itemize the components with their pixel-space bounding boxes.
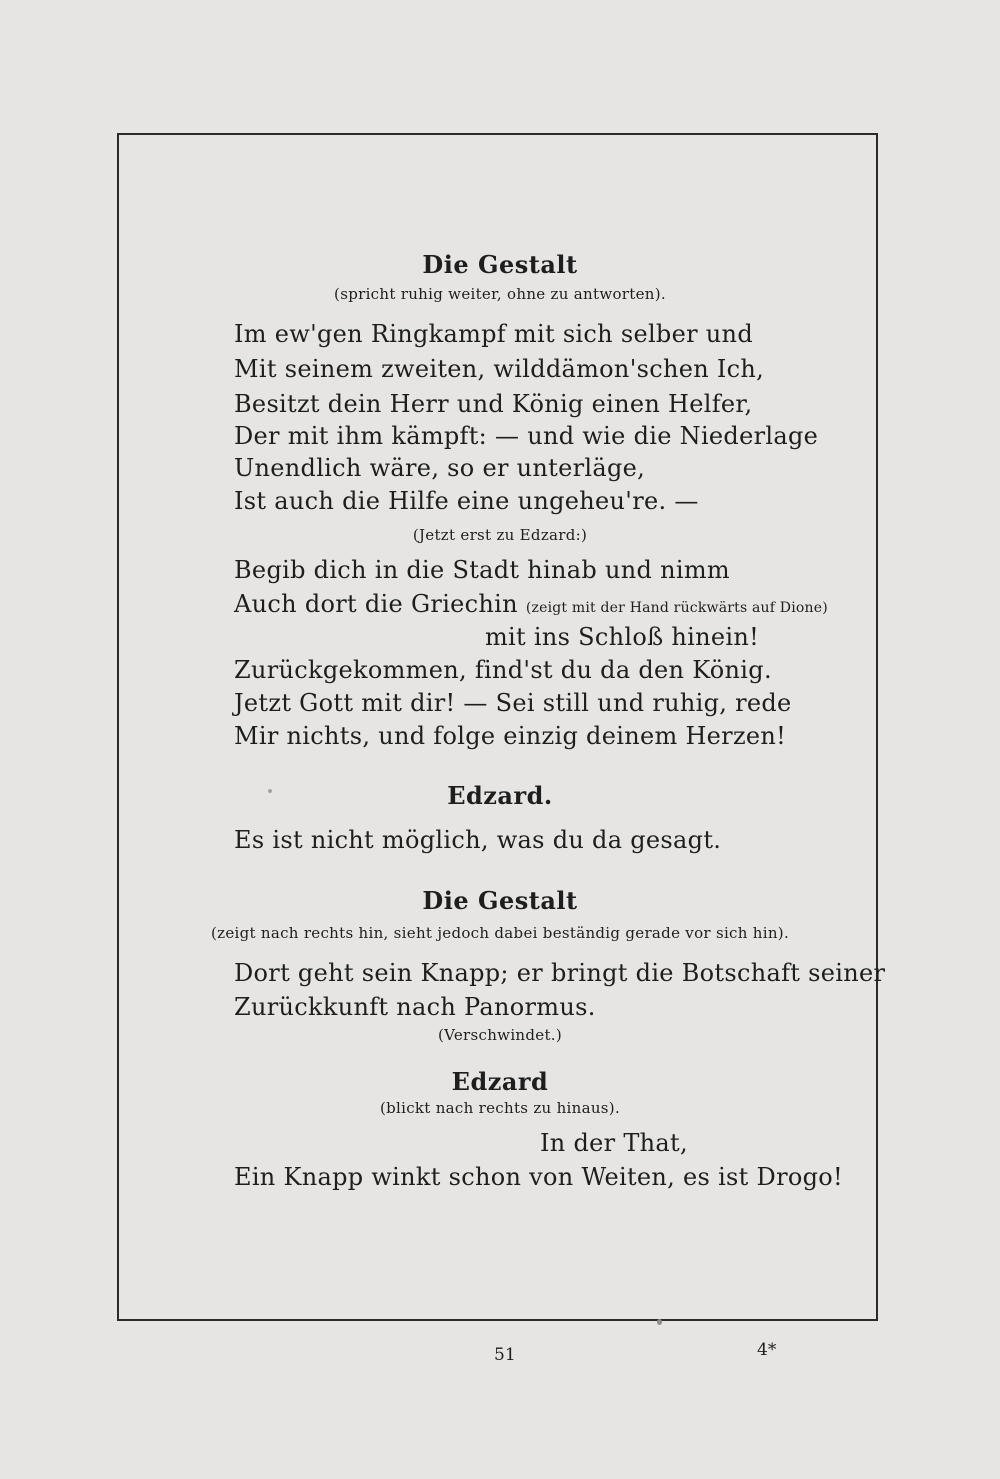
verse-line: Mit seinem zweiten, wilddämon'schen Ich, — [234, 355, 765, 383]
verse-line: Ein Knapp winkt schon von Weiten, es ist Drogo! — [234, 1163, 843, 1191]
speaker-heading: Edzard. — [447, 781, 553, 810]
verse-text: Auch dort die Griechin — [234, 590, 518, 618]
verse-line: Begib dich in die Stadt hinab und nimm — [234, 556, 730, 584]
signature-mark: 4* — [757, 1340, 777, 1360]
verse-line: Zurückgekommen, find'st du da den König. — [234, 656, 772, 684]
verse-line: Zurückkunft nach Panormus. — [234, 993, 596, 1021]
stage-direction: (zeigt nach rechts hin, sieht jedoch dabei beständig gerade vor sich hin). — [210, 924, 790, 942]
speaker-heading: Die Gestalt — [422, 250, 578, 279]
verse-line: Es ist nicht möglich, was du da gesagt. — [234, 826, 722, 854]
verse-line: Unendlich wäre, so er unterläge, — [234, 454, 646, 482]
page-number: 51 — [494, 1345, 516, 1365]
verse-line: Dort geht sein Knapp; er bringt die Botschaft seiner — [234, 959, 886, 987]
ink-smudge — [268, 789, 272, 793]
verse-line-continuation: mit ins Schloß hinein! — [485, 623, 760, 651]
verse-line: Mir nichts, und folge einzig deinem Herzen! — [234, 722, 787, 750]
verse-line: Besitzt dein Herr und König einen Helfer, — [234, 390, 753, 418]
stage-direction: (Verschwindet.) — [437, 1026, 563, 1044]
stage-direction: (spricht ruhig weiter, ohne zu antworten). — [334, 285, 666, 303]
verse-line: Ist auch die Hilfe eine ungeheu're. — — [234, 487, 699, 515]
verse-line: Im ew'gen Ringkampf mit sich selber und — [234, 320, 753, 348]
speaker-heading: Die Gestalt — [422, 886, 578, 915]
ink-smudge — [657, 1319, 662, 1325]
verse-line: Jetzt Gott mit dir! — Sei still und ruhig, rede — [234, 689, 792, 717]
verse-line-with-direction — [234, 592, 828, 616]
speaker-heading: Edzard — [451, 1067, 549, 1096]
verse-line-continuation: In der That, — [540, 1129, 688, 1157]
verse-line: Der mit ihm kämpft: — und wie die Niederlage — [234, 422, 819, 450]
stage-direction: (Jetzt erst zu Edzard:) — [412, 526, 588, 544]
inline-stage-direction: (zeigt mit der Hand rückwärts auf Dione) — [525, 600, 828, 616]
stage-direction: (blickt nach rechts zu hinaus). — [379, 1099, 621, 1117]
